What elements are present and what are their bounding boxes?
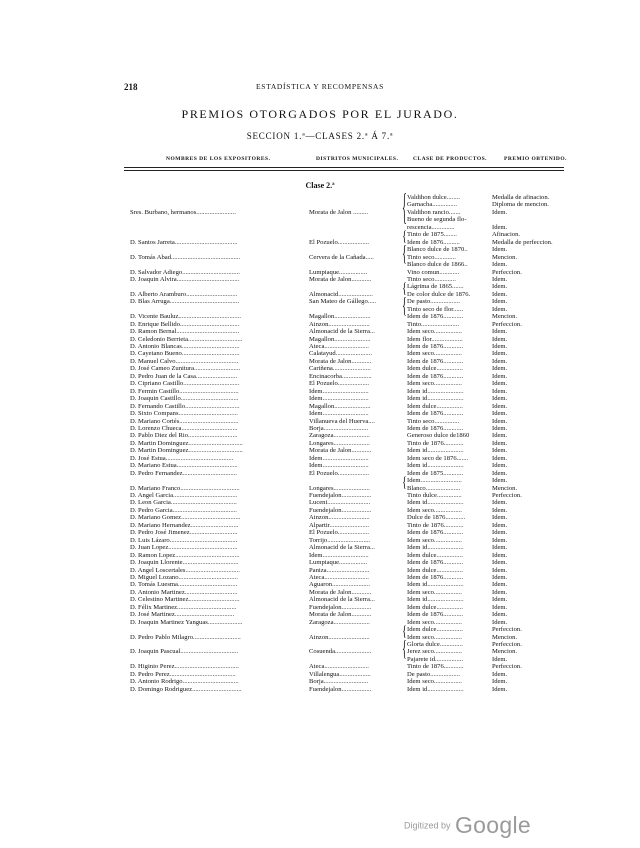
table-cell-product: De pasto.................. <box>407 670 460 678</box>
table-cell-product: Idem id...................... <box>407 596 464 604</box>
table-cell-name: D. Félix Martinez.................................... <box>130 603 237 611</box>
table-cell-name: D. Angel Garcia....................................... <box>130 492 238 499</box>
table-cell-prize: Idem. <box>492 477 508 485</box>
table-cell-name: D. José Martinez.................................... <box>130 611 235 619</box>
table-cell-product: Idem dulce................ <box>407 626 463 634</box>
table-cell-product: Idem de 1876............ <box>407 559 464 567</box>
table-cell-product: Idem seco................. <box>407 380 462 388</box>
table-cell-prize: Idem. <box>492 439 508 447</box>
running-title: ESTADÍSTICA Y RECOMPENSAS <box>255 82 385 91</box>
grouping-brace: { <box>402 295 407 320</box>
table-cell-district: Longares...................... <box>309 439 370 447</box>
table-cell-product: De pasto.................. <box>407 298 460 306</box>
table-cell-name: D. Blas Arruga.......................................... <box>130 298 239 306</box>
table-cell-product: Idem seco................. <box>407 350 462 358</box>
table-cell-district: Ateca........................... <box>309 573 369 581</box>
table-cell-district: Almonacid de la Sierra... <box>309 328 375 336</box>
table-cell-district: Morata de Jalon............ <box>309 275 372 283</box>
page-title: PREMIOS OTORGADOS POR EL JURADO. <box>181 107 459 121</box>
table-cell-district: Almonacid de la Sierra... <box>309 544 375 552</box>
table-cell-prize: Idem. <box>492 357 508 365</box>
table-cell-district: Borja........................... <box>309 678 369 686</box>
table-cell-district: Fuendejalon.................. <box>309 685 372 693</box>
table-cell-name: D. Mariano Estua..................................... <box>130 462 238 470</box>
header-rule-bottom <box>124 170 564 171</box>
table-cell-prize: Mencion. <box>492 484 518 492</box>
table-cell-product: Tinto de 1876............ <box>407 521 464 529</box>
table-cell-prize: Idem. <box>492 670 508 678</box>
table-cell-name: D. Cipriano Castillo.................................. <box>130 380 240 388</box>
table-cell-product: Idem de 1876............ <box>407 343 464 350</box>
table-cell-name: D. Salvador Adiego................................... <box>130 268 240 276</box>
table-cell-product: Jerez seco................. <box>407 648 462 656</box>
table-cell-district: Ateca........................... <box>309 663 369 671</box>
table-cell-prize: Idem. <box>492 395 508 403</box>
table-cell-prize: Mencion. <box>492 633 518 641</box>
table-cell-name: D. Mariano Cortés.................................... <box>130 417 239 425</box>
table-cell-district: Almonacid..................... <box>309 290 373 298</box>
table-cell-prize: Perfeccion. <box>492 626 522 634</box>
table-cell-product: Idem seco de 1876....... <box>407 454 469 462</box>
table-cell-product: Idem de 1876............ <box>407 313 464 321</box>
table-cell-district: El Pozuelo................... <box>309 380 370 388</box>
table-cell-district: Morata de Jalon............ <box>309 357 372 365</box>
table-cell-district: Paniza.......................... <box>309 566 370 574</box>
table-cell-prize: Idem. <box>492 380 508 388</box>
table-cell-product: Bueno de segunda flo- <box>407 216 467 224</box>
table-cell-prize: Idem. <box>492 328 508 336</box>
table-cell-district: Morata de Jalon ......... <box>309 208 368 216</box>
table-cell-district: Longares...................... <box>309 484 370 492</box>
table-cell-prize: Perfeccion. <box>492 641 522 648</box>
grouping-brace: { <box>402 623 407 640</box>
table-cell-product: Idem dulce................ <box>407 603 463 611</box>
table-cell-name: D. José Cameo Zunitura............................ <box>130 365 241 373</box>
table-cell-product: Idem dulce................ <box>407 551 463 559</box>
table-cell-product: Idem de 1876............ <box>407 410 464 418</box>
table-cell-prize: Idem. <box>492 432 508 440</box>
table-cell-product: Tinto seco............. <box>407 275 456 283</box>
table-cell-district: Zaragoza...................... <box>309 618 370 626</box>
table-cell-prize: Idem. <box>492 298 508 306</box>
table-cell-product: Tinto de 1876............ <box>407 663 464 671</box>
table-cell-district: El Pozuelo................... <box>309 469 370 477</box>
table-cell-district: Ainzon......................... <box>309 320 370 328</box>
table-cell-name: D. Antonio Rodrigo.................................. <box>130 678 239 686</box>
table-cell-product: Generoso dulce de1860 <box>407 432 470 440</box>
table-cell-name: D. Tomás Luesma.................................... <box>130 581 238 589</box>
table-cell-name: D. Ramon Lopez....................................... <box>130 551 240 559</box>
table-cell-prize: Idem. <box>492 551 508 559</box>
table-cell-district: Idem............................ <box>309 387 369 395</box>
table-cell-district: Magallon...................... <box>309 335 371 343</box>
table-cell-district: Idem............................ <box>309 454 369 462</box>
table-cell-product: Dulce de 1876............ <box>407 514 466 522</box>
table-cell-prize: Idem. <box>492 596 508 604</box>
grouping-brace: { <box>402 242 407 268</box>
table-cell-prize: Perfeccion. <box>492 268 522 276</box>
table-cell-product: Blanco..................... <box>407 484 461 492</box>
table-cell-name: D. Domingo Rodriguez.............................. <box>130 685 242 693</box>
table-cell-prize: Medalla de perfeccion. <box>492 238 553 246</box>
table-cell-prize: Idem. <box>492 566 508 574</box>
table-cell-prize: Mencion. <box>492 313 518 321</box>
column-header-products: CLASE DE PRODUCTOS. <box>413 156 488 162</box>
table-cell-prize: Mencion. <box>492 648 518 656</box>
table-cell-prize: Idem. <box>492 603 508 611</box>
table-cell-name: D. Cayetano Bueno................................... <box>130 350 240 358</box>
table-cell-prize: Idem. <box>492 514 508 522</box>
table-cell-prize: Idem. <box>492 261 508 269</box>
table-cell-district: Ainzon......................... <box>309 633 370 641</box>
table-cell-name: D. Juan Lopez.......................................... <box>130 544 238 552</box>
table-cell-district: Villanueva del Huerva.... <box>309 417 375 425</box>
table-cell-product: Tinto de 1875........ <box>407 231 457 239</box>
table-cell-name: D. Tomás Abad.......................................... <box>130 253 241 261</box>
table-cell-prize: Idem. <box>492 424 508 432</box>
table-cell-prize: Idem. <box>492 223 508 231</box>
table-cell-prize: Idem. <box>492 365 508 373</box>
table-cell-district: Calatayud...................... <box>309 350 372 358</box>
table-cell-name: D. José Estua......................................... <box>130 454 234 462</box>
class-heading: Clase 2.ª <box>305 181 335 190</box>
table-cell-prize: Idem. <box>492 335 508 343</box>
table-cell-product: Idem de 1876............ <box>407 529 464 537</box>
table-cell-product: Glorta dulce.............. <box>407 641 463 648</box>
table-cell-prize: Diploma de mencion. <box>492 201 549 209</box>
table-cell-product: Valdihon rancio....... <box>407 208 461 216</box>
table-cell-product: Idem id...................... <box>407 581 464 589</box>
table-cell-product: Idem seco................. <box>407 678 462 686</box>
table-cell-product: Garnacha............... <box>407 201 457 209</box>
table-cell-product: Idem seco................. <box>407 536 462 544</box>
table-cell-name: D. Angel Loscertales................................. <box>130 566 240 574</box>
table-cell-prize: Afinacion. <box>492 231 521 239</box>
table-cell-name: D. Alberto Aramburo............................... <box>130 290 238 298</box>
table-cell-prize: Idem. <box>492 529 508 537</box>
table-cell-name: D. Antonio Martinez................................ <box>130 588 238 596</box>
digitized-by-google-watermark <box>404 812 531 839</box>
table-cell-name: D. Manuel Calvo...................................... <box>130 357 239 365</box>
header-rule-top <box>124 167 564 168</box>
table-cell-product: Tinto seco de flor...... <box>407 305 463 313</box>
table-cell-name: D. Enrique Bellido.................................... <box>130 320 240 328</box>
table-cell-prize: Idem. <box>492 559 508 567</box>
grouping-brace: { <box>402 228 407 246</box>
table-cell-district: Luceni.......................... <box>309 499 371 507</box>
table-cell-district: Villalengua................... <box>309 670 371 678</box>
table-cell-name: D. Santos Jarreta...................................... <box>130 238 238 246</box>
table-cell-product: Idem id...................... <box>407 462 464 470</box>
table-cell-name: D. Sixto Compans.................................... <box>130 410 238 418</box>
table-cell-product: Idem seco................. <box>407 506 462 514</box>
table-cell-prize: Idem. <box>492 462 508 470</box>
table-cell-name: D. Pedro Garcia....................................... <box>130 506 237 514</box>
table-cell-prize: Idem. <box>492 402 508 410</box>
table-cell-prize: Idem. <box>492 506 508 514</box>
table-cell-district: Magallon...................... <box>309 402 371 410</box>
table-cell-name: D. Pedro Fernandez................................. <box>130 469 237 477</box>
table-cell-name: D. Luis Lázaro......................................... <box>130 536 238 544</box>
table-cell-district: Idem............................ <box>309 462 369 470</box>
table-cell-district: El Pozuelo................... <box>309 529 370 537</box>
table-cell-prize: Medalla de afinacion. <box>492 194 550 201</box>
table-cell-name: D. Celedonio Berrieta................................. <box>130 335 243 343</box>
watermark-prefix: Digitized by <box>404 820 451 831</box>
table-cell-prize: Idem. <box>492 685 508 693</box>
table-cell-name: D. Joaquin Llorente.................................. <box>130 559 239 567</box>
table-cell-product: Idem id...................... <box>407 387 464 395</box>
table-cell-district: Morata de Jalon............ <box>309 588 372 596</box>
table-cell-district: Torrijo.......................... <box>309 536 371 544</box>
table-cell-product: De color dulce de 1876. <box>407 290 471 298</box>
table-cell-product: Tinto de 1876............ <box>407 439 464 447</box>
table-cell-name: D. Lorenzo Chueca.................................. <box>130 424 238 432</box>
table-cell-district: Idem............................ <box>309 395 369 403</box>
table-cell-district: Cervera de la Cañada..... <box>309 253 374 261</box>
table-cell-prize: Idem. <box>492 343 508 350</box>
table-cell-district: San Mateo de Gállego..... <box>309 298 377 306</box>
table-cell-product: Idem id...................... <box>407 395 464 403</box>
table-cell-prize: Idem. <box>492 521 508 529</box>
table-cell-product: Idem seco................. <box>407 618 462 626</box>
table-cell-name: Sres. Burbano, hermanos........................ <box>130 208 236 216</box>
table-cell-product: Lágrima de 1865....... <box>407 283 464 291</box>
table-cell-product: Tinto....................... <box>407 320 459 328</box>
table-cell-prize: Idem. <box>492 410 508 418</box>
column-header-names: NOMBRES DE LOS EXPOSITORES. <box>166 156 271 162</box>
table-cell-prize: Idem. <box>492 499 508 507</box>
google-logo: Google <box>454 812 531 838</box>
table-cell-name: D. Fermin Castillo.................................... <box>130 387 239 395</box>
table-cell-prize: Idem. <box>492 573 508 581</box>
table-cell-district: El Pozuelo................... <box>309 238 370 246</box>
table-cell-product: Idem de 1876............ <box>407 611 464 619</box>
table-cell-name: D. Joaquin Alvira...................................... <box>130 275 240 283</box>
table-cell-name: D. Mariano Hernandez............................. <box>130 521 239 529</box>
table-cell-prize: Idem. <box>492 387 508 395</box>
table-cell-name: D. Pedro Perez........................................ <box>130 670 236 678</box>
table-cell-district: Morata de Jalon............ <box>309 447 372 455</box>
table-cell-name: D. Joaquin Martinez Yanguas..................... <box>130 618 243 626</box>
table-cell-prize: Idem. <box>492 469 508 477</box>
table-cell-prize: Idem. <box>492 283 508 291</box>
table-cell-district: Ateca........................... <box>309 343 369 350</box>
table-cell-prize: Idem. <box>492 678 508 686</box>
table-cell-product: Idem dulce................ <box>407 566 463 574</box>
table-cell-name: D. Miguel Lozano.................................... <box>130 573 238 581</box>
table-cell-prize: Idem. <box>492 447 508 455</box>
table-cell-name: D. Martin Dominguez................................. <box>130 439 243 447</box>
table-cell-name: D. Mariano Franco.................................... <box>130 484 240 492</box>
table-cell-product: Idem de 1876............ <box>407 372 464 380</box>
table-cell-name: D. Vicente Bauluz...................................... <box>130 313 242 321</box>
table-cell-name: D. Fernando Castillo................................. <box>130 402 240 410</box>
table-cell-district: Magallon...................... <box>309 313 371 321</box>
section-subtitle: SECCION 1.ª—CLASES 2.ª Á 7.ª <box>246 131 394 141</box>
table-cell-product: Tinto seco............... <box>407 417 460 425</box>
table-cell-prize: Idem. <box>492 275 508 283</box>
table-cell-prize: Idem. <box>492 305 508 313</box>
table-cell-district: Zaragoza...................... <box>309 432 370 440</box>
table-cell-product: Idem de 1876............ <box>407 424 464 432</box>
column-header-districts: DISTRITOS MUNICIPALES. <box>316 156 399 162</box>
table-cell-name: D. Higinio Perez....................................... <box>130 663 239 671</box>
page-number: 218 <box>124 82 138 92</box>
table-cell-district: Aguaron....................... <box>309 581 370 589</box>
table-cell-prize: Mencion. <box>492 253 518 261</box>
table-cell-prize: Idem. <box>492 290 508 298</box>
table-cell-prize: Perfeccion. <box>492 320 522 328</box>
table-cell-name: D. Martin Dominguez................................. <box>130 447 243 455</box>
table-cell-product: Idem seco................. <box>407 588 462 596</box>
table-cell-name: D. Pedro Juan de la Casa......................... <box>130 372 238 380</box>
table-cell-product: Idem flor................... <box>407 335 463 343</box>
table-cell-product: Idem id...................... <box>407 544 464 552</box>
table-cell-prize: Perfeccion. <box>492 492 522 499</box>
grouping-brace: { <box>402 474 407 491</box>
table-cell-product: Idem de 1876.......... <box>407 238 460 246</box>
table-cell-district: Idem............................ <box>309 551 369 559</box>
table-cell-district: Almonacid de la Sierra... <box>309 596 375 604</box>
table-cell-prize: Idem. <box>492 611 508 619</box>
table-cell-district: Fuendejalon.................. <box>309 603 372 611</box>
table-cell-product: Tinto seco............. <box>407 253 456 261</box>
table-cell-prize: Idem. <box>492 618 508 626</box>
table-cell-name: D. Joaquin Pascual................................... <box>130 648 239 656</box>
table-cell-name: D. Antonio Blancas................................... <box>130 343 240 350</box>
table-cell-name: D. Ramon Bernal...................................... <box>130 328 239 336</box>
table-cell-product: Idem de 1876............ <box>407 573 464 581</box>
grouping-brace: { <box>402 189 407 231</box>
grouping-brace: { <box>402 637 407 663</box>
table-cell-district: Fuendejalon.................. <box>309 506 372 514</box>
table-cell-prize: Idem. <box>492 655 508 663</box>
table-cell-product: Idem......................... <box>407 477 462 485</box>
table-cell-district: Lumpiaque................. <box>309 559 368 567</box>
table-cell-prize: Idem. <box>492 208 508 216</box>
table-cell-district: Ainzon......................... <box>309 514 370 522</box>
table-cell-district: Fuendejalon.................. <box>309 492 372 499</box>
table-cell-product: Idem id...................... <box>407 447 464 455</box>
table-cell-name: D. Joaquin Castillo................................... <box>130 395 239 403</box>
table-cell-name: D. Leon Garcia........................................ <box>130 499 237 507</box>
table-cell-product: rescencia.............. <box>407 223 455 231</box>
table-cell-product: Blanco dulce de 1870.. <box>407 246 468 254</box>
table-cell-district: Encinacorba.................. <box>309 372 372 380</box>
table-cell-product: Vino comun............ <box>407 268 460 276</box>
table-cell-prize: Perfeccion. <box>492 663 522 671</box>
table-cell-product: Idem seco................. <box>407 633 462 641</box>
table-cell-product: Idem id...................... <box>407 499 464 507</box>
table-cell-product: Tinto dulce............... <box>407 492 462 499</box>
table-cell-prize: Idem. <box>492 417 508 425</box>
table-cell-product: Idem dulce................ <box>407 365 463 373</box>
table-cell-district: Idem............................ <box>309 410 369 418</box>
table-cell-name: D. Pedro Pablo Milagro............................. <box>130 633 241 641</box>
grouping-brace: { <box>402 280 407 298</box>
table-cell-prize: Idem. <box>492 372 508 380</box>
table-cell-prize: Idem. <box>492 350 508 358</box>
table-cell-product: Idem seco................. <box>407 328 462 336</box>
table-cell-district: Cosuenda...................... <box>309 648 372 656</box>
table-cell-district: Morata de Jalon............ <box>309 611 372 619</box>
table-cell-prize: Idem. <box>492 536 508 544</box>
table-cell-district: Alpartir........................ <box>309 521 370 529</box>
table-cell-product: Idem de 1876............ <box>407 357 464 365</box>
table-cell-district: Lumpiaque................. <box>309 268 368 276</box>
table-cell-name: D. Pablo Diez del Rio.............................. <box>130 432 238 440</box>
table-cell-name: D. Celestino Martinez............................... <box>130 596 240 604</box>
table-cell-prize: Idem. <box>492 454 508 462</box>
table-cell-product: Idem de 1875............ <box>407 469 464 477</box>
table-cell-prize: Idem. <box>492 581 508 589</box>
column-header-prize: PREMIO OBTENIDO. <box>504 156 568 162</box>
table-cell-product: Idem dulce................ <box>407 402 463 410</box>
table-cell-product: Idem id...................... <box>407 685 464 693</box>
table-cell-prize: Idem. <box>492 544 508 552</box>
table-cell-product: Pajarete id................. <box>407 655 464 663</box>
table-cell-prize: Idem. <box>492 246 508 254</box>
table-cell-name: D. Pedro José Jimenez............................. <box>130 529 238 537</box>
table-cell-prize: Idem. <box>492 588 508 596</box>
table-cell-district: Cariñena....................... <box>309 365 371 373</box>
table-cell-name: D. Mariano Gomez.................................... <box>130 514 241 522</box>
table-cell-district: Borja........................... <box>309 424 369 432</box>
table-cell-product: Valdihon dulce........ <box>407 194 460 201</box>
table-cell-product: Blanco dulce de 1866.. <box>407 261 468 269</box>
